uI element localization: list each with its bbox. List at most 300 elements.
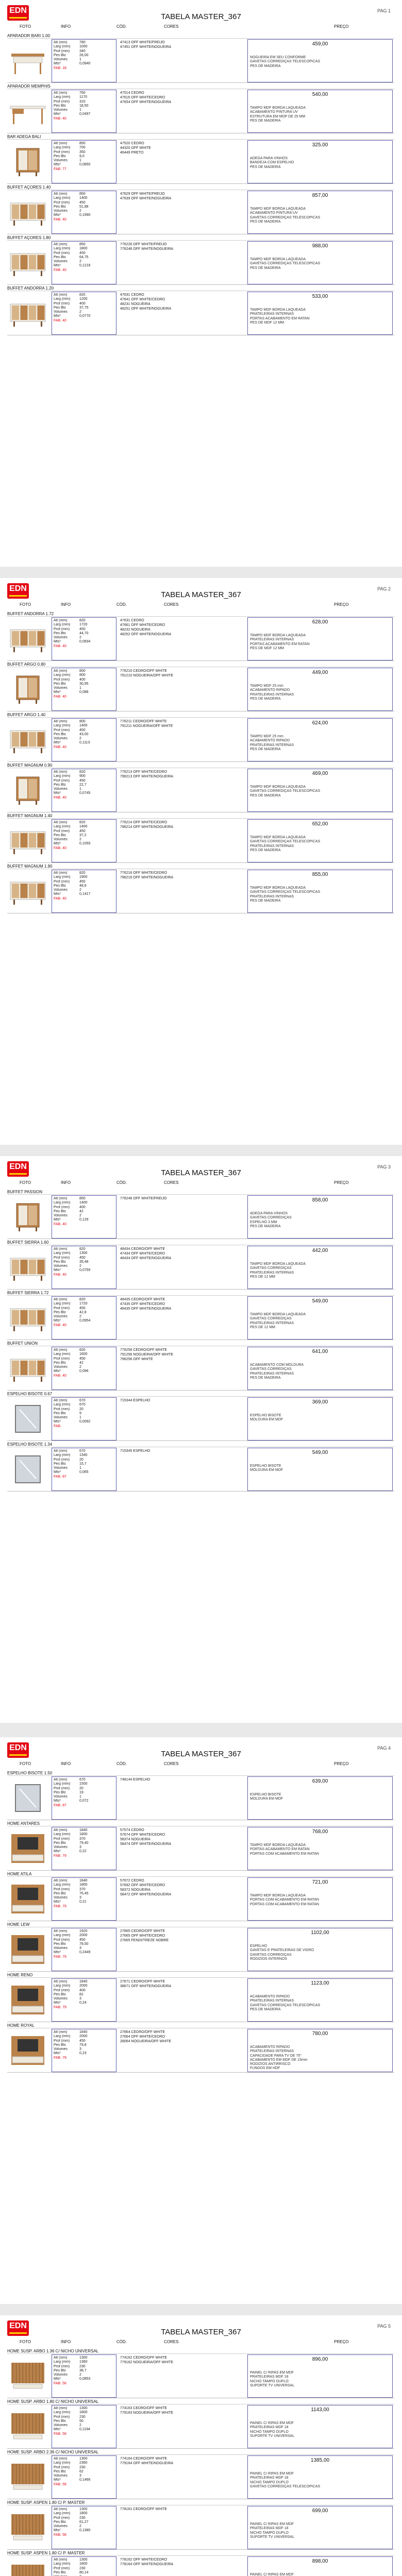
spec-value: 800: [79, 669, 86, 673]
spec-value: 230: [79, 2415, 86, 2419]
spec-value: 1300: [79, 1251, 88, 1256]
code-line: 715344 ESPELHO: [120, 1399, 150, 1402]
feature-list: [250, 106, 390, 123]
code-line: 48435 OFF WHITE/NOGUEIRA: [120, 1307, 172, 1311]
spec-value: 37,2: [79, 833, 87, 837]
spec-value: 1840: [79, 2030, 88, 2034]
product-photo: [7, 820, 48, 861]
product-title: BUFFET ANDORRA 1.72: [7, 611, 394, 617]
product-title: ESPELHO BISOTE 1.34: [7, 1442, 394, 1447]
spec-line: [54, 1365, 114, 1369]
color-codes: [119, 2556, 246, 2576]
page-number: PAG 2: [377, 586, 391, 591]
spec-value: 450: [79, 778, 86, 783]
product-photo: [7, 1297, 48, 1338]
buffet-icon: [8, 1251, 47, 1284]
spec-label: Prof (mm): [54, 879, 70, 884]
spec-line: [54, 733, 114, 737]
spec-value: 20: [79, 1458, 83, 1462]
spec-line: [54, 1475, 114, 1479]
spec-line: [54, 1268, 114, 1273]
spec-value: 1800: [79, 2562, 88, 2566]
spec-value: 15,7: [79, 1462, 87, 1466]
price-box: [247, 1776, 393, 1820]
buffet-icon: [8, 622, 47, 655]
feature-line: ACABAMENTO PINTURA UV: [250, 211, 298, 215]
spec-label: Mts³: [54, 1900, 61, 1904]
spec-value: 0,0850: [79, 163, 91, 167]
spec-value: 2: [79, 1264, 81, 1268]
spec-line: [54, 58, 114, 62]
product-title: BUFFET SIERRA 1.60: [7, 1240, 394, 1245]
product-section: [7, 813, 394, 863]
col-info: INFO: [61, 602, 71, 607]
spec-value: 450: [79, 251, 86, 255]
spec-line: [54, 2478, 114, 2482]
spec-line: [54, 2520, 114, 2524]
spec-label: FAB. 40: [54, 1222, 66, 1226]
spec-line: [54, 1470, 114, 1475]
spec-label: Volumes: [54, 159, 68, 163]
price-box: [247, 1347, 393, 1390]
color-codes: [119, 1397, 246, 1440]
spec-value: 0,1194: [79, 2428, 90, 2432]
spec-line: [54, 690, 114, 694]
spec-line: [54, 2558, 114, 2562]
feature-line: ACABAMENTO PINTURA UV: [250, 110, 298, 114]
code-line: 796256 OFF WHITE: [120, 1358, 153, 1361]
color-codes: [119, 1776, 246, 1820]
code-line: 44320 OFF WHITE: [120, 146, 151, 150]
spec-value: 2: [79, 1214, 81, 1218]
spec-value: 670: [79, 1399, 86, 1402]
feature-line: CAPACIDADE PARA TV DE 75": [250, 2054, 301, 2058]
product-title: HOME SUSP. ARBO 2.36 C/ NICHO UNIVERSAL: [7, 2449, 394, 2455]
feature-list: [250, 56, 390, 69]
code-line: 47520 CEDRO: [120, 142, 144, 145]
spec-line: [54, 62, 114, 66]
spec-line: [54, 829, 114, 834]
spec-line: [54, 1416, 114, 1420]
spec-line: [54, 1466, 114, 1470]
product-section: [7, 83, 394, 133]
product-row: [7, 1877, 394, 1921]
feature-line: TAMPO MDF BORDA LAQUEADA: [250, 886, 306, 890]
spec-line: [54, 1896, 114, 1900]
spec-line: [54, 306, 114, 310]
spec-value: 850: [79, 142, 86, 145]
spec-line: [54, 1782, 114, 1786]
product-title: APARADOR BARI 1.00: [7, 33, 394, 39]
spec-label: Volumes: [54, 2047, 68, 2052]
spec-value: 1400: [79, 1201, 88, 1205]
code-line: 47616 OFF WHITE/CEDRO: [120, 96, 165, 99]
spec-label: Alt (mm): [54, 142, 68, 145]
spec-label: Prof (mm): [54, 778, 70, 783]
spec-line: [54, 1352, 114, 1357]
code-line: 47631 CEDRO: [120, 293, 144, 297]
product-photo: [7, 1979, 48, 2021]
spec-value: 26,00: [79, 53, 89, 57]
price-box: [247, 1448, 393, 1491]
color-codes: [119, 90, 246, 133]
feature-line: GAVETAS E PRATELEIRAS DE VIDRO: [250, 1948, 314, 1953]
page-number: PAG 5: [377, 2324, 391, 2329]
price-value: 857,00: [312, 193, 328, 198]
price-value: 624,00: [312, 720, 328, 726]
spec-label: Pes Btc: [54, 2570, 66, 2574]
product-photo: [7, 141, 48, 182]
spec-label: Mts³: [54, 314, 61, 318]
spec-label: Prof (mm): [54, 677, 70, 682]
spec-line: [54, 205, 114, 209]
feature-list: [250, 2573, 390, 2576]
price-value: 1123,00: [311, 1980, 329, 1986]
product-section: [7, 285, 394, 335]
code-line: 57574 CEDRO: [120, 1828, 144, 1832]
spec-label: FAB. 40: [54, 116, 66, 121]
spec-value: 0,1113: [79, 741, 90, 745]
spec-line: [54, 1453, 114, 1458]
spec-line: [54, 1273, 114, 1277]
feature-list: [250, 785, 390, 798]
spec-label: Larg (mm): [54, 1352, 71, 1357]
product-title: ESPELHO BISOTE 1.50: [7, 1770, 394, 1776]
spec-value: 2: [79, 636, 81, 640]
price-box: [247, 292, 393, 335]
spec-label: Larg (mm): [54, 247, 71, 251]
spec-value: 44,70: [79, 631, 89, 635]
spec-label: Mts³: [54, 690, 61, 694]
spec-label: Larg (mm): [54, 1302, 71, 1306]
feature-list: [250, 1843, 390, 1856]
feature-line: PORTAS COM ACABAMENTO EM RATAN: [250, 1902, 319, 1906]
spec-label: Mts³: [54, 1850, 61, 1854]
page-header: [0, 0, 402, 32]
code-line: 796213 OFF WHITE/NOGUEIRA: [120, 775, 174, 778]
feature-line: PRATELEIRAS INTERNAS: [250, 312, 294, 316]
spec-label: Pes Btc: [54, 783, 66, 787]
code-line: 776211 CEDRO/OFF WHITE: [120, 720, 167, 723]
spec-label: Larg (mm): [54, 2035, 71, 2039]
feature-line: GAVETAS CORREDIÇAS TELESCÓPICAS: [250, 890, 321, 894]
col-cores: CORES: [164, 2340, 179, 2344]
code-line: 796214 OFF WHITE/NOGUEIRA: [120, 825, 174, 829]
spec-line: [54, 2529, 114, 2533]
col-foto: FOTO: [20, 1761, 31, 1766]
spec-label: Prof (mm): [54, 200, 70, 205]
code-line: 58474 OFF WHITE/NOGUEIRA: [120, 1842, 172, 1846]
spec-line: [54, 209, 114, 213]
spec-label: Mts³: [54, 1420, 61, 1424]
page-header: [0, 2315, 402, 2347]
spec-label: Prof (mm): [54, 2566, 70, 2570]
spec-value: 3: [79, 1896, 81, 1900]
spec-value: 1720: [79, 623, 88, 627]
feature-line: ESPELHO 3 MM: [250, 1220, 277, 1224]
feature-line: PRATELEIRAS INTERNAS: [250, 1999, 294, 2003]
feature-line: PRATELEIRAS INTERNAS: [250, 2049, 294, 2054]
spec-label: Volumes: [54, 1466, 68, 1470]
feature-list: [250, 634, 390, 651]
feature-line: PRATELEIRAS INTERNAS: [250, 1371, 294, 1376]
spec-line: [54, 251, 114, 256]
spec-label: Prof (mm): [54, 2516, 70, 2520]
spec-label: Alt (mm): [54, 192, 68, 196]
code-line: 776213 OFF WHITE/CEDRO: [120, 770, 167, 774]
col-cod: CÓD.: [116, 1180, 127, 1185]
spec-line: [54, 2483, 114, 2487]
buffet-icon: [8, 723, 47, 756]
spec-label: Pes Btc: [54, 884, 66, 888]
spec-line: [54, 264, 114, 268]
spec-label: Pes Btc: [54, 104, 66, 108]
spec-line: [54, 2567, 114, 2571]
col-preco: PREÇO: [334, 1180, 349, 1185]
spec-line: [54, 1828, 114, 1833]
spec-line: [54, 796, 114, 800]
spec-label: Larg (mm): [54, 623, 71, 627]
edn-logo: EDN: [7, 2320, 29, 2336]
feature-list: [250, 2045, 390, 2071]
col-cores: CORES: [164, 1761, 179, 1766]
feature-line: TAMPO MDF BORDA LAQUEADA: [250, 836, 306, 839]
product-section: [7, 1189, 394, 1239]
spec-value: 1300: [79, 2558, 88, 2562]
spec-label: FAB. 79: [54, 1904, 66, 1908]
product-row: [7, 617, 394, 661]
panel-icon: [8, 2410, 47, 2443]
spec-label: Alt (mm): [54, 2030, 68, 2034]
code-line: 47661 OFF WHITE/CEDRO: [120, 623, 165, 627]
product-row: [7, 1927, 394, 1972]
spec-line: [54, 1425, 114, 1429]
code-line: 776246 OFF WHITE/NOGUEIRA: [120, 247, 174, 251]
spec-label: Mts³: [54, 2478, 61, 2482]
spec-value: 0,065: [79, 1470, 89, 1475]
spec-line: [54, 2415, 114, 2419]
spec-line: [54, 2432, 114, 2436]
page-header: [0, 1737, 402, 1769]
spec-value: 450: [79, 728, 86, 732]
spec-value: 2: [79, 1365, 81, 1369]
spec-line: [54, 45, 114, 49]
spec-label: Mts³: [54, 892, 61, 896]
product-row: [7, 869, 394, 913]
price-value: 855,00: [312, 872, 328, 877]
code-line: 779164 OFF WHITE/NOGUEIRA: [120, 2462, 174, 2465]
spec-box: [52, 718, 116, 761]
spec-label: Prof (mm): [54, 1887, 70, 1891]
spec-label: Volumes: [54, 1214, 68, 1218]
code-line: 47413 OFF WHITE/FREIJÓ: [120, 41, 165, 44]
product-section: [7, 1240, 394, 1290]
feature-list: [250, 2421, 390, 2438]
feature-line: GAVETAS CORREDIÇAS TELESCÓPICAS: [250, 2003, 321, 2007]
product-section: [7, 2550, 394, 2576]
col-preco: PREÇO: [334, 1761, 349, 1766]
spec-label: Alt (mm): [54, 1778, 68, 1782]
catalog-page: [0, 0, 402, 567]
spec-line: [54, 1247, 114, 1251]
code-line: 778162 OFF WHITE/CEDRO: [120, 2558, 167, 2562]
spec-line: [54, 1408, 114, 1412]
spec-value: 0,0954: [79, 1319, 91, 1323]
code-line: 779163 NOGUEIRA/OFF WHITE: [120, 2411, 174, 2415]
spec-value: 0,23: [79, 2052, 87, 2056]
spec-label: FAB. 40: [54, 1374, 66, 1378]
spec-line: [54, 297, 114, 301]
feature-line: ACABAMENTO RIPADO: [250, 688, 290, 692]
spec-line: [54, 1223, 114, 1227]
product-photo: [7, 1196, 48, 1238]
feature-line: ACABAMENTO COM MOLDURA: [250, 1363, 304, 1367]
spec-value: 9: [79, 1411, 81, 1415]
spec-box: [52, 1347, 116, 1390]
spec-label: Pes Btc: [54, 2419, 66, 2423]
spec-value: 2: [79, 310, 81, 314]
spec-line: [54, 636, 114, 640]
spec-line: [54, 150, 114, 155]
product-row: [7, 1195, 394, 1239]
product-title: HOME ATILA: [7, 1871, 394, 1877]
spec-line: [54, 897, 114, 901]
col-info: INFO: [61, 1761, 71, 1766]
spec-line: [54, 1854, 114, 1858]
product-section: [7, 712, 394, 762]
spec-label: Pes Btc: [54, 1992, 66, 1996]
product-title: BUFFET AÇORES 1.80: [7, 235, 394, 241]
spec-line: [54, 2512, 114, 2516]
spec-label: FAB. 87: [54, 1475, 66, 1479]
code-line: 47631 CEDRO: [120, 619, 144, 622]
color-codes: [119, 1827, 246, 1870]
price-box: [247, 617, 393, 660]
spec-line: [54, 1929, 114, 1934]
spec-label: Mts³: [54, 2377, 61, 2381]
feature-line: ACABAMENTO RIPADO: [250, 2045, 290, 2049]
price-box: [247, 1877, 393, 1921]
product-section: [7, 2449, 394, 2499]
spec-label: FAB. 40: [54, 896, 66, 901]
spec-label: Alt (mm): [54, 1929, 68, 1933]
price-box: [247, 191, 393, 234]
spec-line: [54, 2428, 114, 2432]
feature-line: ESPELHO BISOTÊ: [250, 1464, 281, 1468]
edn-logo: EDN: [7, 583, 29, 599]
spec-label: Larg (mm): [54, 2512, 71, 2516]
home-panel-icon: [8, 1883, 47, 1916]
color-codes: [119, 2029, 246, 2072]
spec-value: 800: [79, 720, 86, 723]
feature-line: SUPORTE TV UNIVERSAL: [250, 2383, 295, 2387]
spec-value: 820: [79, 770, 86, 774]
col-preco: PREÇO: [334, 24, 349, 29]
code-line: 774164 CEDRO/OFF WHITE: [120, 2457, 167, 2461]
spec-label: Alt (mm): [54, 619, 68, 622]
spec-line: [54, 884, 114, 888]
spec-label: FAB. 40: [54, 795, 66, 800]
spec-value: 0,0853: [79, 2377, 91, 2381]
product-photo: [7, 1828, 48, 1869]
spec-value: 1: [79, 1466, 81, 1470]
feature-line: PRATELEIRAS INTERNAS: [250, 638, 294, 642]
spec-value: 2: [79, 2373, 81, 2377]
catalog-page: [0, 578, 402, 1145]
feature-line: GAVETAS CORREDIÇAS: [250, 1367, 292, 1371]
spec-label: Larg (mm): [54, 1201, 71, 1205]
product-title: HOME ROYAL: [7, 2023, 394, 2028]
column-header: [0, 24, 402, 30]
spec-value: 0,0934: [79, 640, 91, 644]
product-row: [7, 667, 394, 711]
feature-line: PORTAS COM ACABAMENTO EM RATAN: [250, 1852, 319, 1856]
spec-line: [54, 247, 114, 251]
code-line: 27665 OFF WHITE/CEDRO: [120, 1934, 165, 1938]
code-line: 748144 ESPELHO: [120, 1778, 150, 1782]
feature-line: NICHO TAMPO DUPLO: [250, 2379, 289, 2383]
spec-value: 0,1466: [79, 2478, 91, 2482]
spec-line: [54, 1795, 114, 1799]
feature-line: MOLDURA EM MDF: [250, 1418, 283, 1422]
feature-line: PAINEL C/ RIPAS EM MDF: [250, 2371, 294, 2375]
product-row: [7, 2404, 394, 2449]
spec-value: 1200: [79, 297, 88, 301]
spec-value: 35,48: [79, 1260, 89, 1264]
spec-value: 1900: [79, 875, 88, 879]
spec-line: [54, 1251, 114, 1256]
product-photo: [7, 2456, 48, 2498]
spec-value: 78,50: [79, 1942, 89, 1946]
spec-box: [52, 819, 116, 862]
color-codes: [119, 39, 246, 82]
spec-value: 1: [79, 1795, 81, 1799]
spec-label: Alt (mm): [54, 821, 68, 824]
price-box: [247, 819, 393, 862]
spec-label: Pes Btc: [54, 682, 66, 686]
feature-list: [250, 1262, 390, 1279]
spec-label: Pes Btc: [54, 53, 66, 57]
price-value: 369,00: [312, 1399, 328, 1405]
page-number: PAG 1: [377, 8, 391, 13]
spec-line: [54, 842, 114, 846]
spec-line: [54, 1315, 114, 1319]
mirror-icon: [8, 1782, 47, 1815]
spec-label: Alt (mm): [54, 41, 68, 44]
spec-value: 1500: [79, 1782, 88, 1786]
spec-line: [54, 880, 114, 884]
product-title: BUFFET SIERRA 1.72: [7, 1290, 394, 1296]
buffet-icon: [8, 1352, 47, 1385]
product-row: [7, 2505, 394, 2550]
spec-line: [54, 192, 114, 196]
spec-label: Alt (mm): [54, 1449, 68, 1453]
spec-value: 2000: [79, 2035, 88, 2039]
buffet-icon: [8, 1301, 47, 1334]
product-section: [7, 611, 394, 661]
spec-value: 1300: [79, 2457, 88, 2461]
spec-value: 3: [79, 2047, 81, 2052]
product-section: [7, 863, 394, 913]
spec-label: Larg (mm): [54, 2360, 71, 2364]
feature-list: [250, 735, 390, 752]
spec-value: 230: [79, 2566, 86, 2570]
spec-value: 2: [79, 737, 81, 741]
spec-line: [54, 1302, 114, 1306]
spec-value: 1: [79, 787, 81, 791]
spec-box: [52, 39, 116, 82]
spec-label: Volumes: [54, 1896, 68, 1900]
